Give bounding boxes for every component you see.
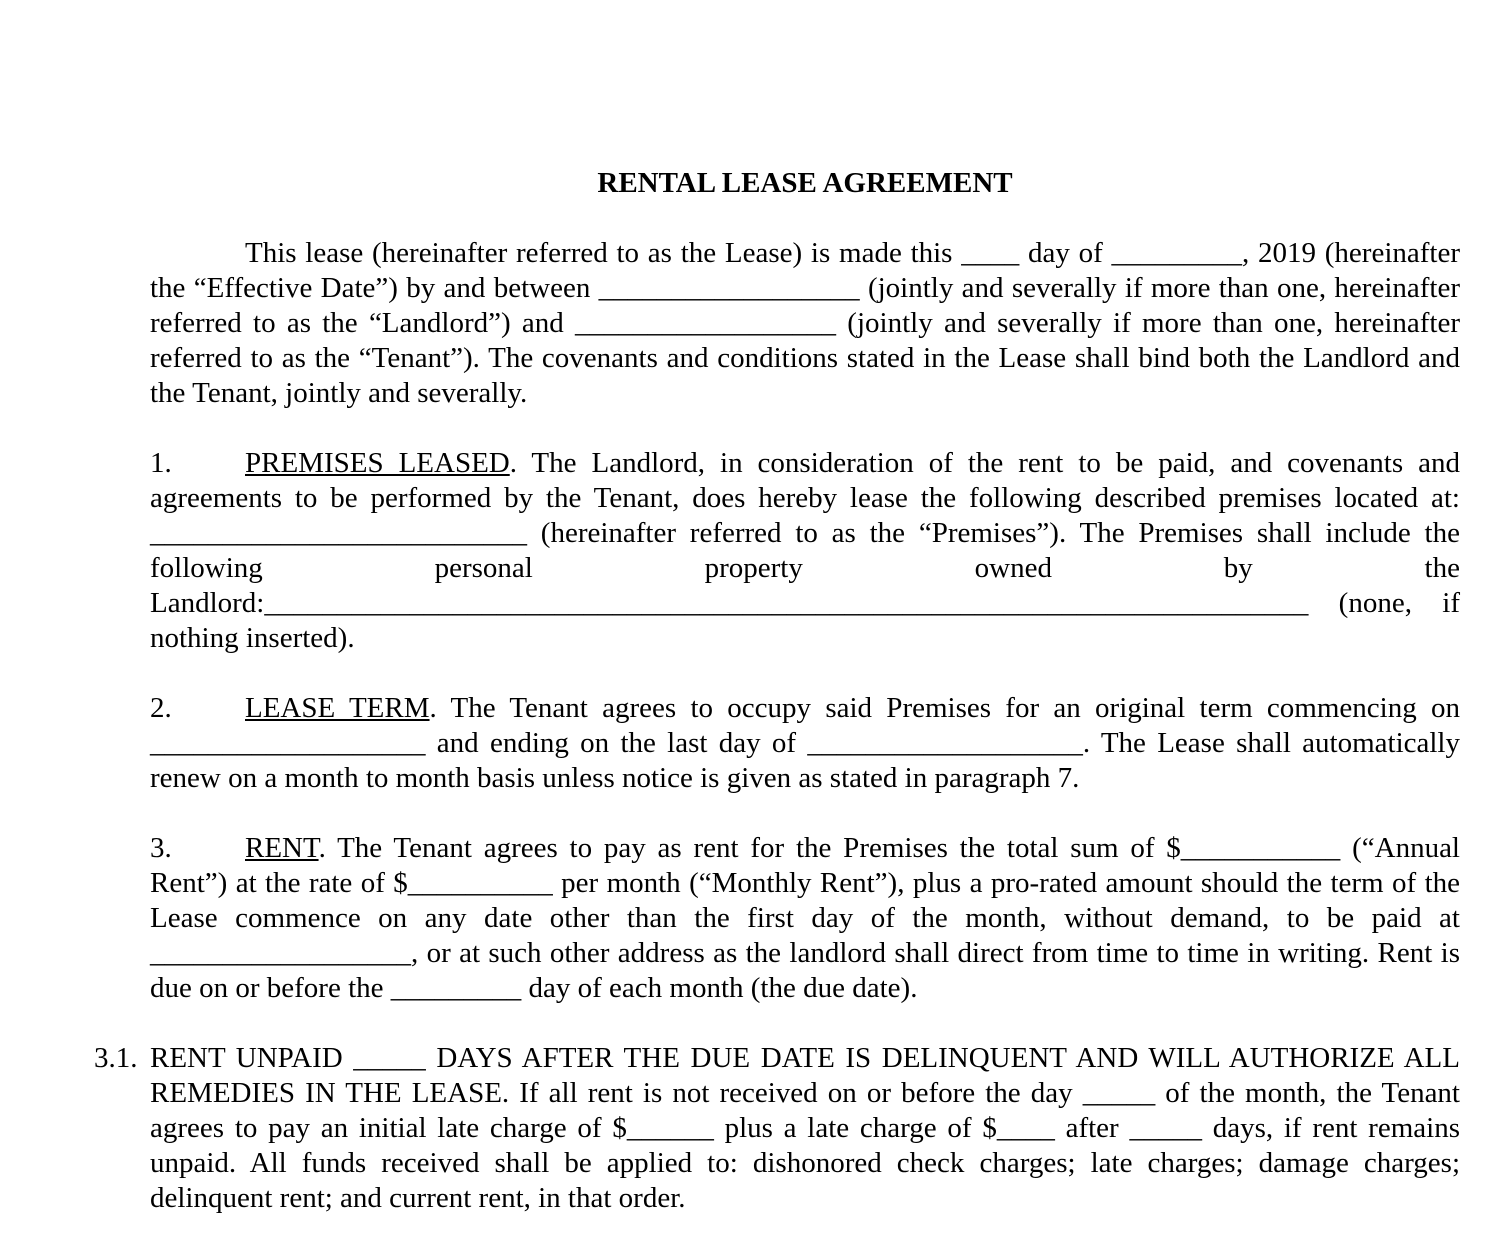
intro-paragraph: This lease (hereinafter referred to as the Lease) is made this ____ day of _________, 2019 (hereinafter the “Effective Date”) by and between __________________ (jointly and severally if more than one, hereinafter referred to as the “Landlord”) and __________________ (jointly and severally if more than one, hereinafter referred to as the “Tenant”). The covenants and conditions stated in the Lease shall bind both the Landlord and the Tenant, jointly and severally. bbox=[150, 237, 1460, 409]
subsection-number: 3.1. bbox=[94, 1042, 138, 1074]
section-number: 2. bbox=[150, 692, 172, 724]
subsection-body-text: RENT UNPAID _____ DAYS AFTER THE DUE DATE IS DELINQUENT AND WILL AUTHORIZE ALL REMEDIES IN THE LEASE. If all rent is not received on or before the day _____ of the month, the Tenant agrees to pay an initial late charge of $______ plus a late charge of $____ after _____ days, if rent remains unpaid. All funds received shall be applied to: dishonored check charges; late charges; damage charges; delinquent rent; and current rent, in that order. bbox=[150, 1042, 1460, 1214]
section-heading: LEASE TERM bbox=[245, 692, 430, 724]
section-premises-leased bbox=[150, 446, 1460, 656]
section-body-text: . The Landlord, in consideration of the rent to be paid, and covenants and agreements to be performed by the Tenant, does hereby lease the following described premises located at: __________________________ (hereinafter referred to as the “Premises”). The Premises shall include the following personal property owned by the Landlord:________________________________________________________________________ (none, if nothing inserted). bbox=[150, 447, 1460, 654]
section-lease-term bbox=[150, 691, 1460, 796]
section-rent bbox=[150, 831, 1460, 1006]
section-number: 1. bbox=[150, 447, 172, 479]
document-title: RENTAL LEASE AGREEMENT bbox=[597, 167, 1013, 199]
section-body-text: . The Tenant agrees to occupy said Premises for an original term commencing on ___________________ and ending on the last day of ___________________. The Lease shall automatically renew on a month to month basis unless notice is given as stated in paragraph 7. bbox=[150, 692, 1460, 794]
section-heading: RENT bbox=[245, 832, 319, 864]
section-heading: PREMISES LEASED bbox=[245, 447, 510, 479]
section-body-text: . The Tenant agrees to pay as rent for the Premises the total sum of $___________ (“Annual Rent”) at the rate of $__________ per month (“Monthly Rent”), plus a pro-rated amount should the term of the Lease commence on any date other than the first day of the month, without demand, to be paid at __________________, or at such other address as the landlord shall direct from time to time in writing. Rent is due on or before the _________ day of each month (the due date). bbox=[150, 832, 1460, 1004]
subsection-rent-unpaid bbox=[94, 1041, 1460, 1216]
section-number: 3. bbox=[150, 832, 172, 864]
